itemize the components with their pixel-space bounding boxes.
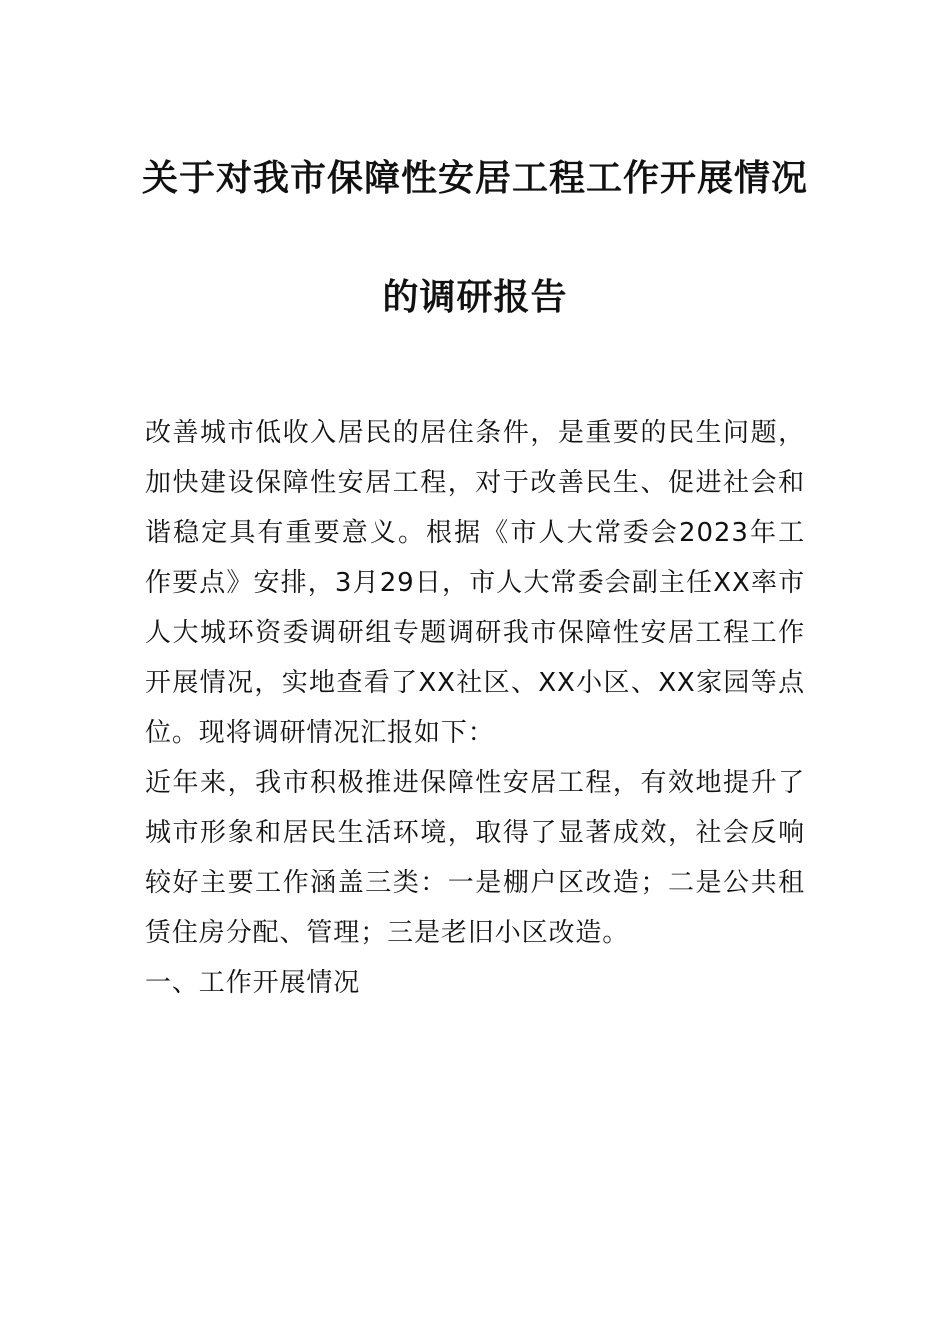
document-title-line-1: 关于对我市保障性安居工程工作开展情况 <box>141 158 808 199</box>
document-title-line-2: 的调研报告 <box>382 277 568 318</box>
intro-paragraph: 改善城市低收入居民的居住条件，是重要的民生问题，加快建设保障性安居工程，对于改善民生、促进社会和谐稳定具有重要意义。根据《市人大常委会2023年工作要点》安排，3月29日，市人大常委会副主任XX率市人大城环资委调研组专题调研我市保障性安居工程工作开展情况，实地查看了XX社区、XX小区、XX家园等点位。现将调研情况汇报如下： <box>145 418 805 748</box>
document-body <box>145 408 805 1008</box>
section-heading: 一、工作开展情况 <box>145 968 361 998</box>
overview-paragraph: 近年来，我市积极推进保障性安居工程，有效地提升了城市形象和居民生活环境，取得了显著成效，社会反响较好主要工作涵盖三类：一是棚户区改造；二是公共租赁住房分配、管理；三是老旧小区改造。 <box>145 768 805 948</box>
